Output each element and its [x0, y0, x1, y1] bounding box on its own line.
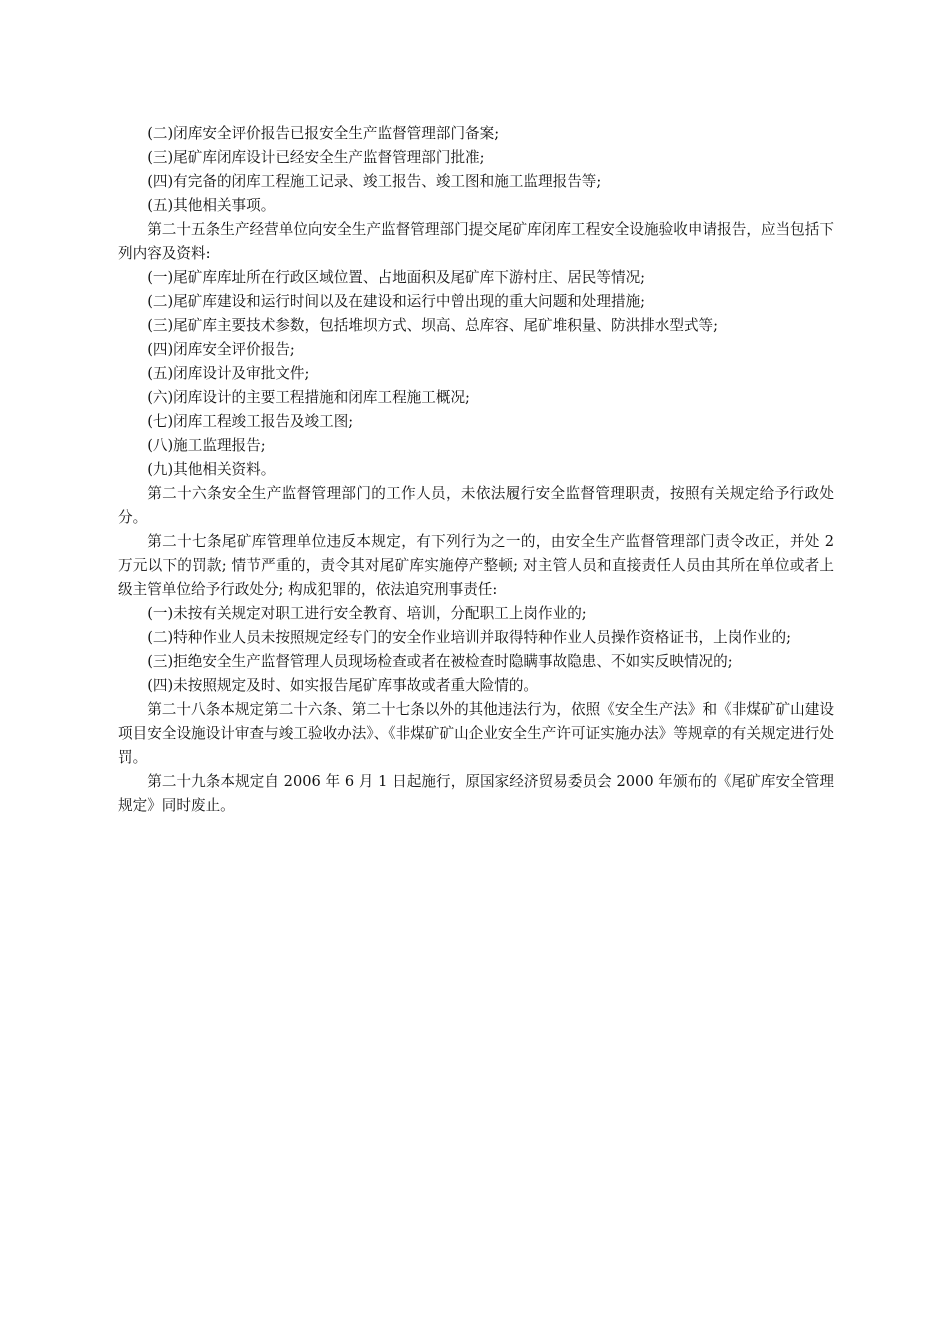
article-27: 第二十七条尾矿库管理单位违反本规定，有下列行为之一的，由安全生产监督管理部门责令改正，并处 2 万元以下的罚款; 情节严重的，责令其对尾矿库实施停产整顿; 对主管人员和直接责任人员由其所在单位或者上级主管单位给予行政处分; 构成犯罪的，依法追究刑事责任:: [118, 533, 834, 598]
paragraph: (四)未按照规定及时、如实报告尾矿库事故或者重大险情的。: [147, 677, 539, 694]
paragraph: (五)其他相关事项。: [147, 197, 276, 214]
paragraph: (二)尾矿库建设和运行时间以及在建设和运行中曾出现的重大问题和处理措施;: [147, 293, 646, 310]
paragraph: (二)闭库安全评价报告已报安全生产监督管理部门备案;: [147, 125, 500, 142]
paragraph: (九)其他相关资料。: [147, 461, 276, 478]
paragraph: (三)拒绝安全生产监督管理人员现场检查或者在被检查时隐瞒事故隐患、不如实反映情况的;: [147, 653, 733, 670]
paragraph: (三)尾矿库闭库设计已经安全生产监督管理部门批准;: [147, 149, 485, 166]
article-28: 第二十八条本规定第二十六条、第二十七条以外的其他违法行为，依照《安全生产法》和《非煤矿矿山建设项目安全设施设计审查与竣工验收办法》、《非煤矿矿山企业安全生产许可证实施办法》等规章的有关规定进行处罚。: [118, 701, 834, 766]
article-25: 第二十五条生产经营单位向安全生产监督管理部门提交尾矿库闭库工程安全设施验收申请报告，应当包括下列内容及资料:: [118, 221, 834, 262]
paragraph: (五)闭库设计及审批文件;: [147, 365, 310, 382]
paragraph: (二)特种作业人员未按照规定经专门的安全作业培训并取得特种作业人员操作资格证书，上岗作业的;: [147, 629, 792, 646]
paragraph: (六)闭库设计的主要工程措施和闭库工程施工概况;: [147, 389, 470, 406]
paragraph: (一)未按有关规定对职工进行安全教育、培训，分配职工上岗作业的;: [147, 605, 587, 622]
paragraph: (三)尾矿库主要技术参数，包括堆坝方式、坝高、总库容、尾矿堆积量、防洪排水型式等;: [147, 317, 719, 334]
paragraph: (一)尾矿库库址所在行政区域位置、占地面积及尾矿库下游村庄、居民等情况;: [147, 269, 646, 286]
paragraph: (七)闭库工程竣工报告及竣工图;: [147, 413, 354, 430]
document-body: [118, 122, 834, 818]
paragraph: (四)闭库安全评价报告;: [147, 341, 295, 358]
paragraph: (四)有完备的闭库工程施工记录、竣工报告、竣工图和施工监理报告等;: [147, 173, 602, 190]
article-29: 第二十九条本规定自 2006 年 6 月 1 日起施行，原国家经济贸易委员会 2000 年颁布的《尾矿库安全管理规定》同时废止。: [118, 773, 834, 814]
article-26: 第二十六条安全生产监督管理部门的工作人员，未依法履行安全监督管理职责，按照有关规定给予行政处分。: [118, 485, 834, 526]
paragraph: (八)施工监理报告;: [147, 437, 266, 454]
